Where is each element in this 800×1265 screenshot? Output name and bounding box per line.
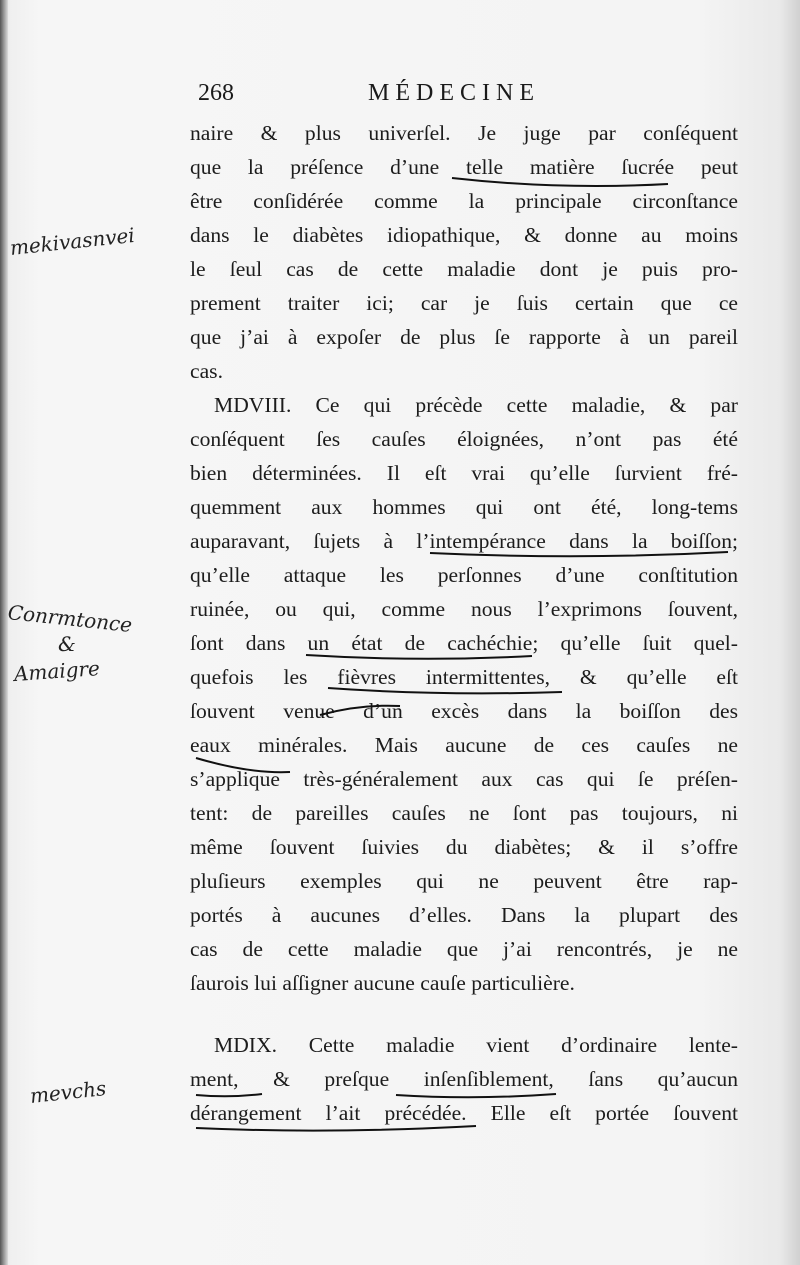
text-line: ſaurois lui aſſigner aucune cauſe particulière. <box>190 971 575 995</box>
text-line: auparavant, ſujets à l’intempérance dans la boiſſon; <box>190 529 738 553</box>
handwritten-margin-note: Amaigre <box>13 656 101 686</box>
book-spine-shadow <box>0 0 8 1265</box>
body-text <box>190 116 738 1130</box>
handwritten-margin-note: mevchs <box>28 1076 108 1108</box>
text-line: que j’ai à expoſer de plus ſe rapporte à un pareil <box>190 325 738 349</box>
text-line: ſouvent venue d’un excès dans la boiſſon des <box>190 699 738 723</box>
running-title: MÉDECINE <box>368 80 540 106</box>
page-number: 268 <box>198 80 234 106</box>
text-line: être conſidérée comme la principale circonſtance <box>190 189 738 213</box>
text-line: que la préſence d’une telle matière ſucrée peut <box>190 155 738 179</box>
text-line: dérangement l’ait précédée. Elle eſt portée ſouvent <box>190 1101 738 1125</box>
text-line: quefois les fièvres intermittentes, & qu’elle eſt <box>190 665 738 689</box>
text-line: ſont dans un état de cachéchie; qu’elle ſuit quel- <box>190 631 738 655</box>
handwritten-margin-note: mekivasnvei <box>8 222 136 260</box>
text-line: eaux minérales. Mais aucune de ces cauſes ne <box>190 733 738 757</box>
paragraph-mdix-start: MDIX. Cette maladie vient d’ordinaire lente- <box>214 1033 738 1057</box>
handwritten-margin-note: Conrmtonce <box>6 600 134 637</box>
text-line: prement traiter ici; car je ſuis certain que ce <box>190 291 738 315</box>
text-line: cas. <box>190 359 223 383</box>
text-line: dans le diabètes idiopathique, & donne au moins <box>190 223 738 247</box>
text-line: cas de cette maladie que j’ai rencontrés, je ne <box>190 937 738 961</box>
text-line: conſéquent ſes cauſes éloignées, n’ont pas été <box>190 427 738 451</box>
paragraph-gap <box>190 1000 738 1028</box>
text-line: même ſouvent ſuivies du diabètes; & il s’offre <box>190 835 738 859</box>
text-line: portés à aucunes d’elles. Dans la plupart des <box>190 903 738 927</box>
text-line: pluſieurs exemples qui ne peuvent être rap- <box>190 869 738 893</box>
text-line: ruinée, ou qui, comme nous l’exprimons ſouvent, <box>190 597 738 621</box>
text-line: bien déterminées. Il eſt vrai qu’elle ſurvient fré- <box>190 461 738 485</box>
running-head <box>190 80 740 120</box>
text-line: s’applique très-généralement aux cas qui ſe préſen- <box>190 767 738 791</box>
text-line: qu’elle attaque les perſonnes d’une conſtitution <box>190 563 738 587</box>
text-line: le ſeul cas de cette maladie dont je puis pro- <box>190 257 738 281</box>
handwritten-margin-note: & <box>58 632 76 656</box>
text-line: tent: de pareilles cauſes ne ſont pas toujours, ni <box>190 801 738 825</box>
text-line: ment, & preſque inſenſiblement, ſans qu’aucun <box>190 1067 738 1091</box>
text-line: naire & plus univerſel. Je juge par conſéquent <box>190 121 738 145</box>
paragraph-mdviii-start: MDVIII. Ce qui précède cette maladie, & par <box>214 393 738 417</box>
text-line: quemment aux hommes qui ont été, long-tems <box>190 495 738 519</box>
